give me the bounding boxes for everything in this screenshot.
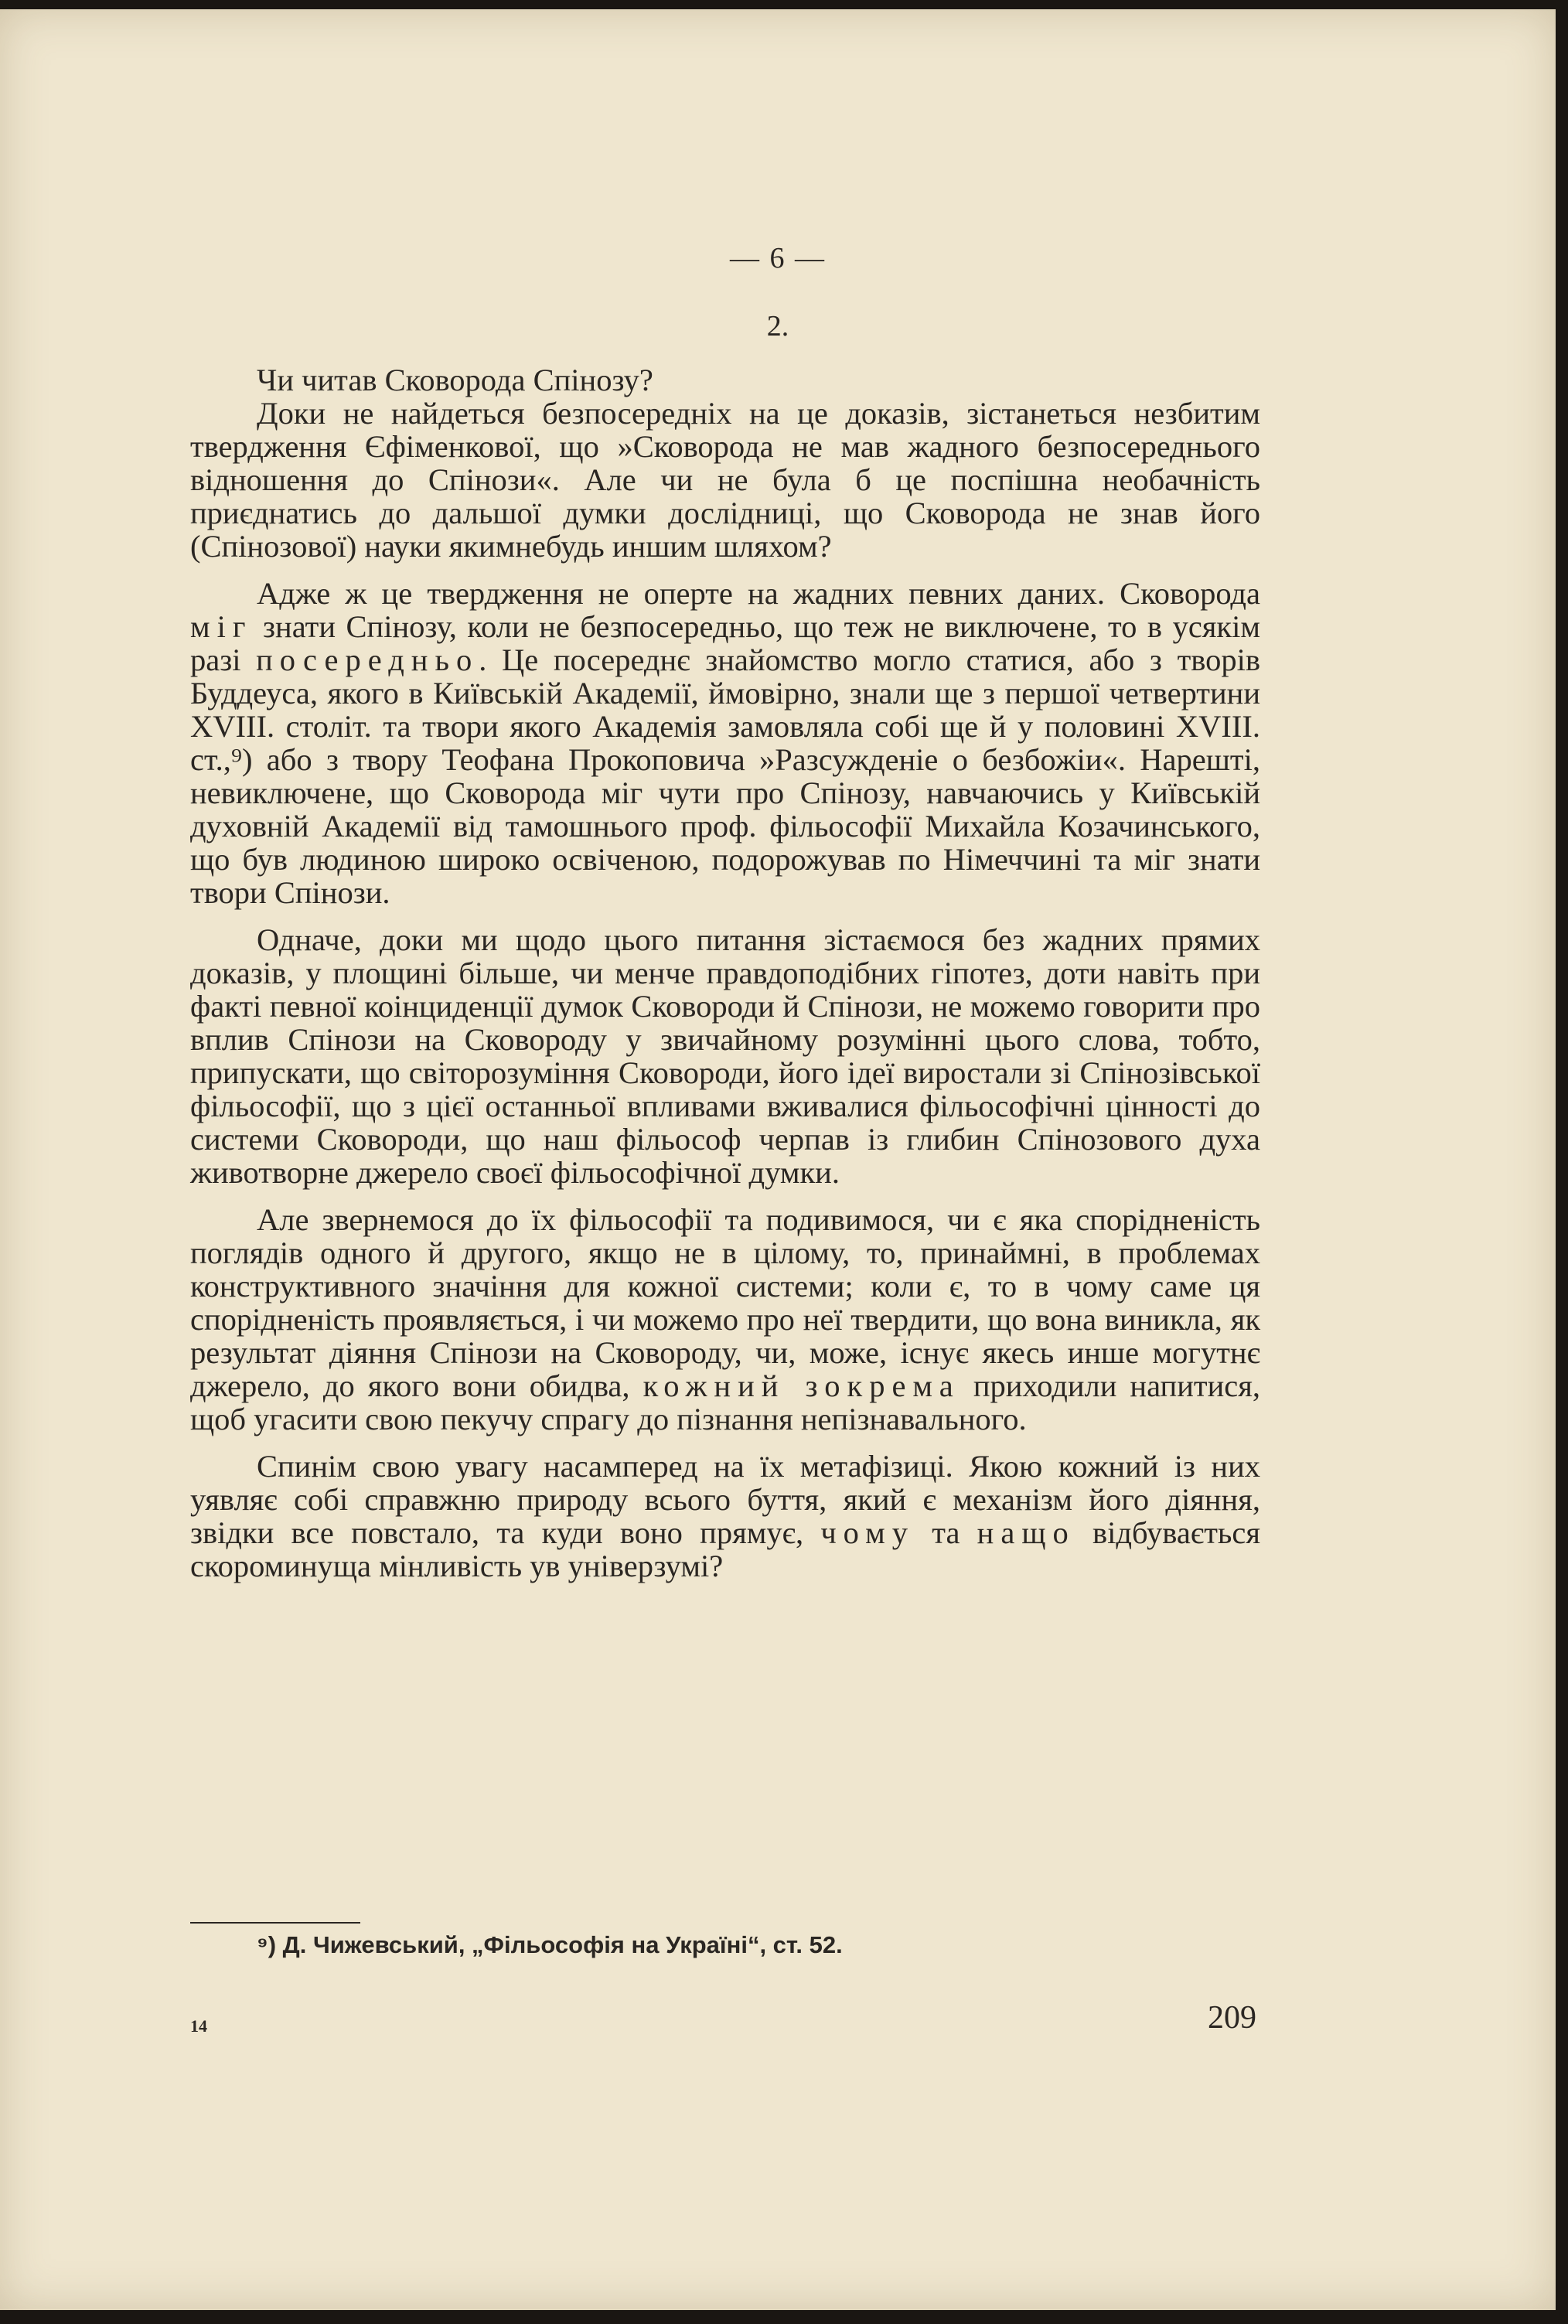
text-run: Але звернемося до їх фільософії та подивимося, чи є яка спорідненість поглядів одного й другого, якщо не в цілому, то, принаймні, в проблемах конструктивного значіння для кожної системи; коли є, то в чому саме ця спорідненість проявляється, і чи можемо про неї твердити, що вона виникла, як результат діяння Спінози на Сковороду, чи, може, існує якесь инше могутнє джерело, до якого вони обидва,	[190, 1202, 1260, 1403]
text-run: приходили напитися, щоб угасити свою пекучу спрагу до пізнання непізнавального.	[190, 1368, 1260, 1436]
body-text	[190, 363, 1260, 1596]
paragraph-3: Одначе, доки ми щодо цього питання зістаємося без жадних прямих доказів, у площині більше, чи менче правдоподібних гіпотез, доти навіть при факті певної коінциденції думок Сковороди й Спінози, не можемо говорити про вплив Спінози на Сковороду у звичайному розумінні цього слова, тобто, припускати, що світорозуміння Сковороди, його ідеї виростали зі Спінозівської фільософії, що з цієї останньої впливами вживалися фільософічні цінності до системи Сковороди, що наш фільософ черпав із глибин Спінозового духа животворне джерело своєї фільософічної думки.	[190, 922, 1260, 1190]
spaced-emphasis: посередньо	[256, 642, 479, 677]
text-run: відбувається скороминуща мінливість ув універзумі?	[190, 1515, 1261, 1583]
text-run: . Це посереднє знайомство могло статися, або з творів Буддеуса, якого в Київській Академії, ймовірно, знали ще з першої четвертини XVIII. століт. та твори якого Академія замовляла собі ще й у половині XVIII. ст.,⁹) або з твору Теофана Прокоповича »Разсужденіе о безбожіи«. Нарешті, невиключене, що Сковорода міг чути про Спінозу, навчаючись у Київській духовній Академії від тамошнього проф. фільософії Михайла Козачинського, що був людиною широко освіченою, подорожував по Німеччині та міг знати твори Спінози.	[190, 642, 1260, 910]
book-page	[0, 9, 1556, 2310]
paragraph-question: Чи читав Сковорода Спінозу?	[257, 363, 653, 397]
paragraph-5	[190, 1450, 1260, 1583]
spaced-emphasis: кожний зокрема	[643, 1368, 960, 1403]
paragraph-1: Доки не найдеться безпосередніх на це доказів, зістанеться незбитим твердження Єфіменкової, що »Сковорода не мав жадного безпосереднього відношення до Спінози«. Але чи не була б це поспішна необачність приєднатись до дальшої думки дослідниці, що Сковорода не знав його (Спінозової) науки якимнебудь иншим шляхом?	[190, 396, 1260, 564]
paragraph-2	[190, 577, 1260, 909]
footnote-divider	[190, 1922, 360, 1924]
section-number: 2.	[766, 310, 789, 342]
text-run: Адже ж це твердження не оперте на жадних певних даних. Сковорода	[257, 576, 1260, 611]
text-run: Спинім свою увагу насамперед на їх метафізиці. Якою кожний із них уявляє собі справжню природу всього буття, який є механізм його діяння, звідки все повстало, та куди воно прямує,	[190, 1449, 1260, 1550]
spaced-emphasis: міг	[190, 609, 253, 644]
printer-signature-mark: 14	[190, 2016, 207, 2036]
text-run: та	[915, 1515, 977, 1550]
paragraph-4	[190, 1203, 1260, 1436]
text-run: знати Спінозу, коли не безпосередньо, що теж не виключене, то в усякім разі	[190, 609, 1260, 677]
spaced-emphasis: нащо	[977, 1515, 1075, 1550]
page-number-top: — 6 —	[730, 242, 826, 274]
footnote: ⁹) Д. Чижевський, „Фільософія на Україні“, ст. 52.	[257, 1931, 843, 1958]
page-number-bottom: 209	[1208, 2000, 1256, 2036]
spaced-emphasis: чому	[820, 1515, 915, 1550]
